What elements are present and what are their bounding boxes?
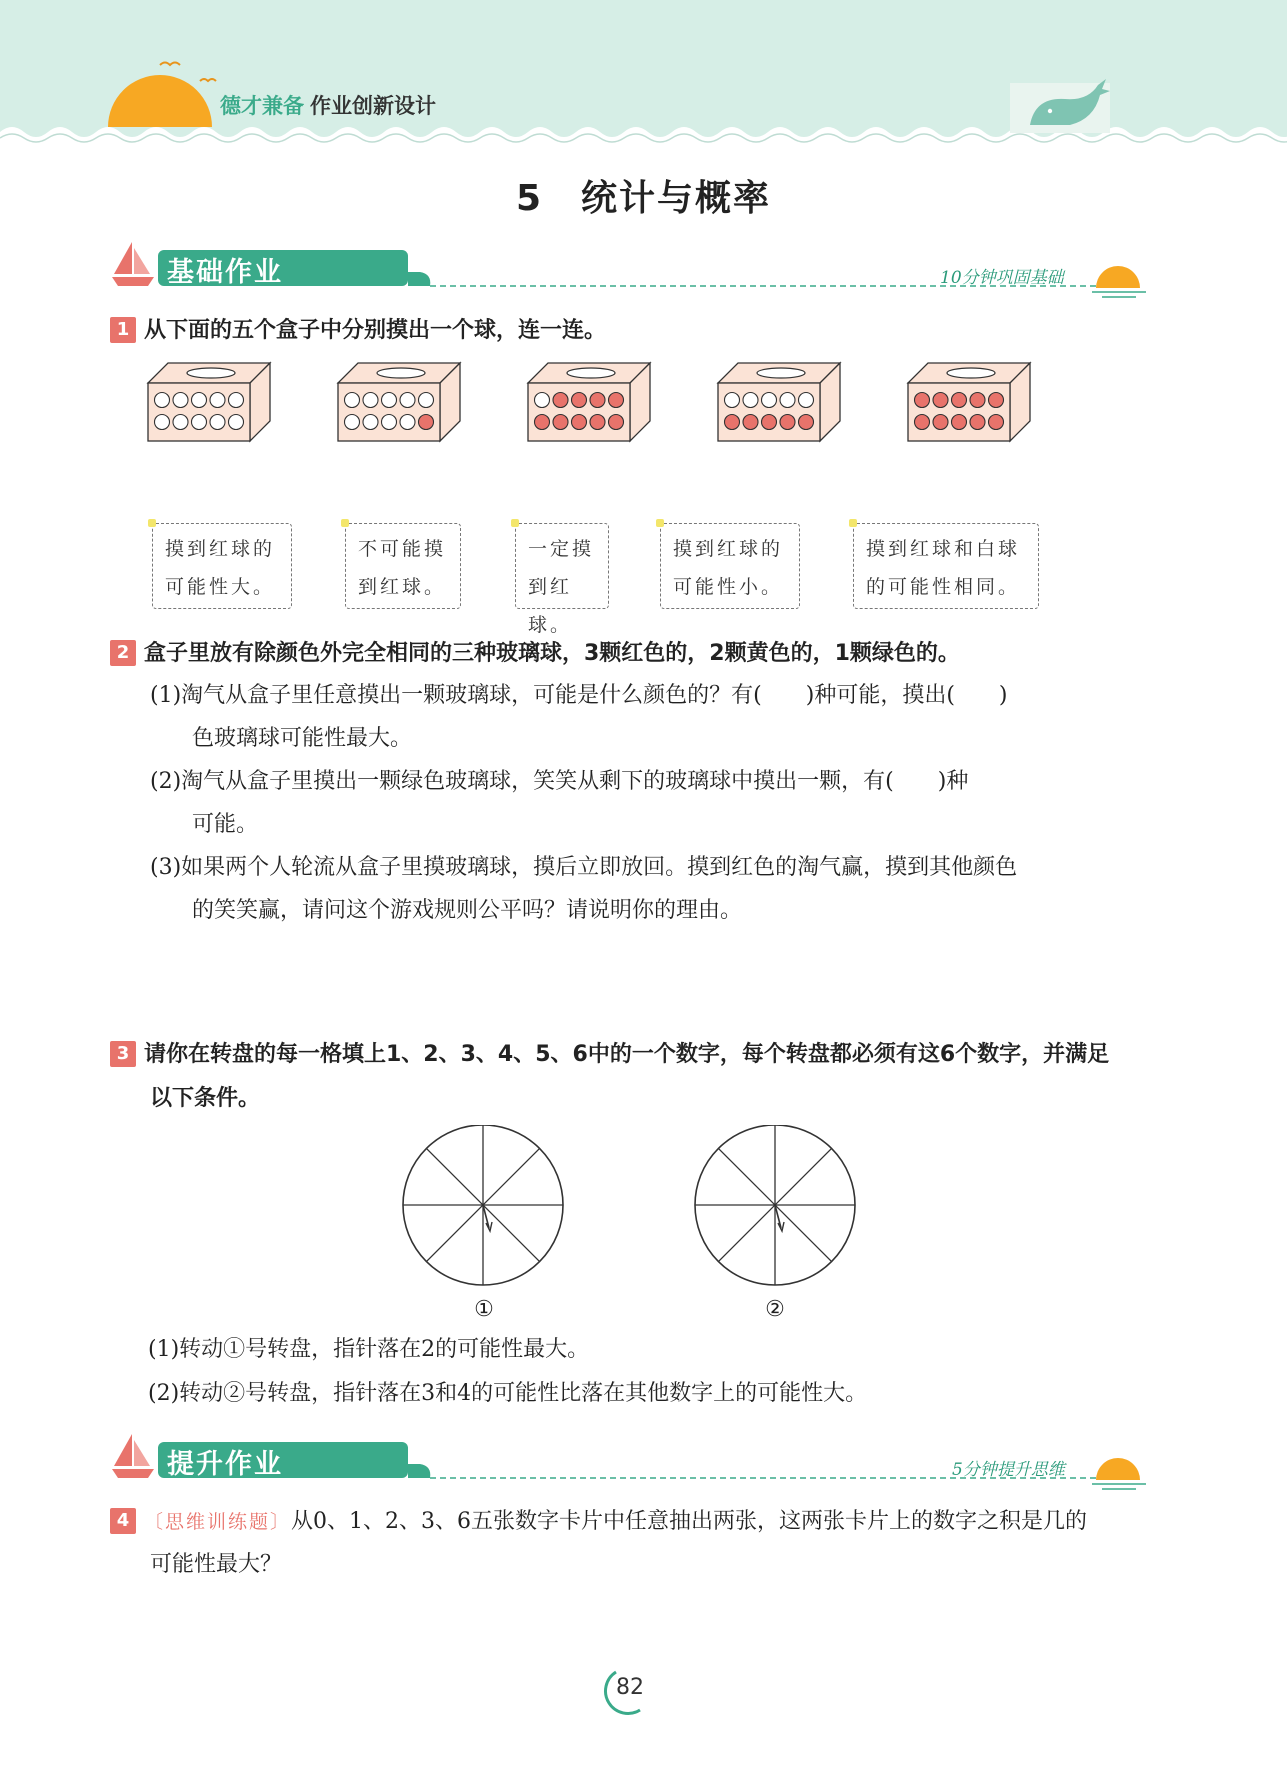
question-4-text-cont: 可能性最大？	[150, 1552, 283, 1577]
card-2-line1: 不可能摸	[358, 538, 447, 560]
marker-dot	[148, 519, 156, 527]
q2-part1-line1: (1)淘气从盒子里任意摸出一颗玻璃球，可能是什么颜色的？有( )种可能，摸出( )	[150, 683, 1008, 708]
marker-dot	[656, 519, 664, 527]
card-5-line2: 的可能性相同。	[866, 576, 1021, 598]
sailboat-icon	[110, 1432, 158, 1482]
red-ball	[590, 415, 605, 430]
sun-icon	[100, 55, 220, 135]
question-1	[110, 314, 606, 348]
question-4-tag: 〔思维训练题〕	[144, 1511, 292, 1533]
brand-subtitle: 作业创新设计	[310, 94, 436, 118]
whale-icon	[1010, 75, 1115, 135]
white-ball	[210, 393, 225, 408]
question-3-text-cont: 以下条件。	[150, 1086, 261, 1111]
q2-part1-line2: 色玻璃球可能性最大。	[192, 726, 413, 751]
question-4-text: 从0、1、2、3、6五张数字卡片中任意抽出两张，这两张卡片上的数字之积是几的	[291, 1509, 1088, 1534]
question-number: 2	[110, 640, 136, 666]
red-ball	[762, 415, 777, 430]
red-ball	[572, 393, 587, 408]
question-number: 1	[110, 317, 136, 343]
sun-small-icon	[1090, 1444, 1150, 1492]
card-1[interactable]	[152, 523, 292, 609]
card-5[interactable]	[853, 523, 1039, 609]
card-4-line1: 摸到红球的	[673, 538, 784, 560]
white-ball	[192, 393, 207, 408]
white-ball	[173, 393, 188, 408]
wheel-2-label: ②	[765, 1297, 785, 1322]
spinner-wheel-2	[692, 1125, 862, 1295]
question-2	[110, 637, 960, 671]
red-ball	[989, 393, 1004, 408]
red-ball	[572, 415, 587, 430]
q2-part2-line2: 可能。	[192, 812, 259, 837]
card-2-line2: 到红球。	[358, 576, 447, 598]
red-ball	[970, 415, 985, 430]
white-ball	[382, 415, 397, 430]
card-2[interactable]	[345, 523, 461, 609]
ball-box	[528, 363, 650, 441]
white-ball	[345, 415, 360, 430]
marker-dot	[849, 519, 857, 527]
sailboat-icon	[110, 240, 158, 290]
red-ball	[419, 415, 434, 430]
red-ball	[553, 415, 568, 430]
question-3-text: 请你在转盘的每一格填上1、2、3、4、5、6中的一个数字，每个转盘都必须有这6个数字，并满足	[144, 1042, 1110, 1067]
q2-part3-line2: 的笑笑赢，请问这个游戏规则公平吗？请说明你的理由。	[192, 898, 743, 923]
ball-box	[148, 363, 270, 441]
question-number: 4	[110, 1508, 136, 1534]
q3-condition-1: (1)转动①号转盘，指针落在2的可能性最大。	[148, 1337, 590, 1362]
ball-box	[718, 363, 840, 441]
white-ball	[400, 415, 415, 430]
red-ball	[952, 415, 967, 430]
section-tag-advanced: 5分钟提升思维	[952, 1460, 1065, 1480]
red-ball	[609, 415, 624, 430]
red-ball	[590, 393, 605, 408]
white-ball	[229, 393, 244, 408]
wheel-1-label: ①	[474, 1297, 494, 1322]
white-ball	[229, 415, 244, 430]
red-ball	[915, 415, 930, 430]
red-ball	[989, 415, 1004, 430]
white-ball	[345, 393, 360, 408]
white-ball	[363, 393, 378, 408]
white-ball	[192, 415, 207, 430]
white-ball	[210, 415, 225, 430]
page-title: 5 统计与概率	[515, 178, 772, 219]
white-ball	[799, 393, 814, 408]
sun-small-icon	[1090, 252, 1150, 300]
card-4[interactable]	[660, 523, 800, 609]
card-4-line2: 可能性小。	[673, 576, 784, 598]
white-ball	[155, 415, 170, 430]
red-ball	[952, 393, 967, 408]
question-2-text: 盒子里放有除颜色外完全相同的三种玻璃球，3颗红色的，2颗黄色的，1颗绿色的。	[144, 641, 960, 666]
section-tag-basic: 10分钟巩固基础	[940, 268, 1064, 288]
red-ball	[915, 393, 930, 408]
white-ball	[382, 393, 397, 408]
red-ball	[970, 393, 985, 408]
question-number: 3	[110, 1041, 136, 1067]
marker-dot	[341, 519, 349, 527]
card-3[interactable]	[515, 523, 609, 636]
q2-part3-line1: (3)如果两个人轮流从盒子里摸玻璃球，摸后立即放回。摸到红色的淘气赢，摸到其他颜色	[150, 855, 1018, 880]
question-1-text: 从下面的五个盒子中分别摸出一个球，连一连。	[144, 318, 607, 343]
card-5-line1: 摸到红球和白球	[866, 538, 1021, 560]
red-ball	[535, 415, 550, 430]
white-ball	[363, 415, 378, 430]
ball-box	[338, 363, 460, 441]
card-1-line2: 可能性大。	[165, 576, 276, 598]
white-ball	[762, 393, 777, 408]
section-label-basic: 基础作业	[167, 257, 283, 288]
white-ball	[173, 415, 188, 430]
question-4	[110, 1500, 1087, 1544]
card-3-line2: 到红球。	[528, 576, 573, 636]
brand-name: 德才兼备	[220, 94, 304, 118]
q2-part2-line1: (2)淘气从盒子里摸出一颗绿色玻璃球，笑笑从剩下的玻璃球中摸出一颗，有( )种	[150, 769, 969, 794]
white-ball	[535, 393, 550, 408]
white-ball	[400, 393, 415, 408]
red-ball	[780, 415, 795, 430]
red-ball	[553, 393, 568, 408]
white-ball	[780, 393, 795, 408]
red-ball	[799, 415, 814, 430]
card-1-line1: 摸到红球的	[165, 538, 276, 560]
card-3-line1: 一定摸	[528, 538, 595, 560]
white-ball	[743, 393, 758, 408]
spinner-wheel-1	[400, 1125, 570, 1295]
white-ball	[155, 393, 170, 408]
red-ball	[743, 415, 758, 430]
q3-condition-2: (2)转动②号转盘，指针落在3和4的可能性比落在其他数字上的可能性大。	[148, 1381, 868, 1406]
red-ball	[609, 393, 624, 408]
red-ball	[933, 415, 948, 430]
white-ball	[419, 393, 434, 408]
page-number: 82	[616, 1675, 644, 1700]
marker-dot	[511, 519, 519, 527]
section-label-advanced: 提升作业	[167, 1449, 283, 1480]
question-3	[110, 1038, 1109, 1072]
ball-boxes	[140, 355, 1060, 455]
white-ball	[725, 393, 740, 408]
red-ball	[933, 393, 948, 408]
red-ball	[725, 415, 740, 430]
brand	[220, 90, 436, 120]
ball-box	[908, 363, 1030, 441]
